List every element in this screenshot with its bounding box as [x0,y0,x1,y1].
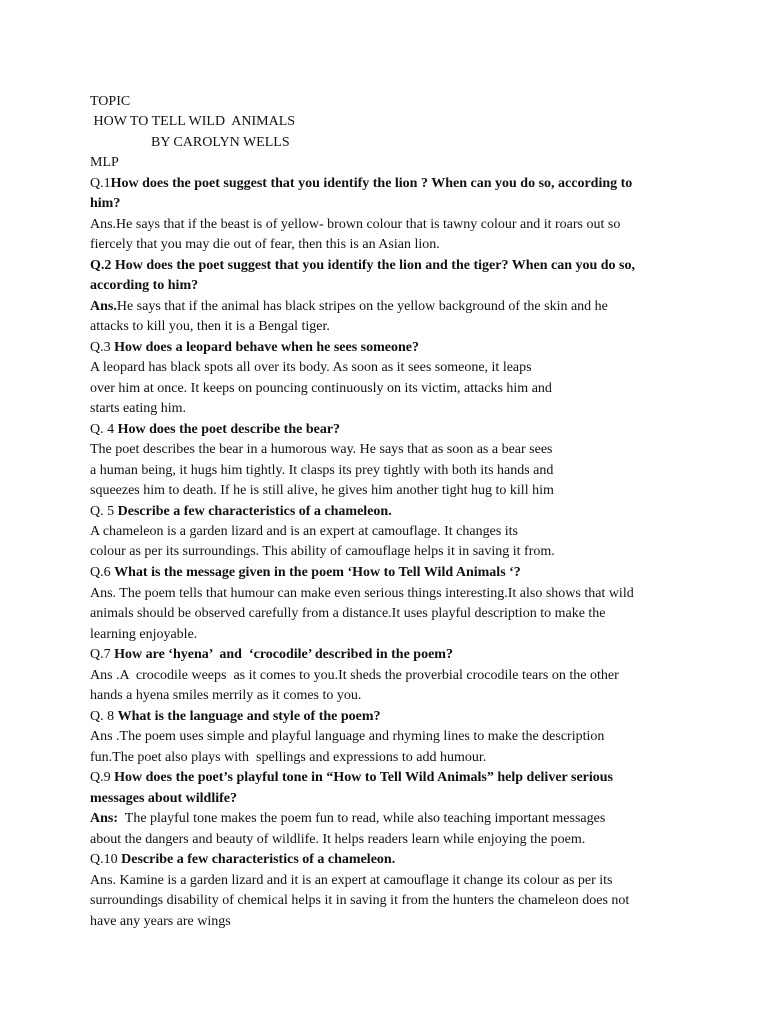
question-number: Q.7 [90,647,115,662]
answer-text: The playful tone makes the poem fun to read, while also teaching important messages [118,811,606,826]
question-text: What is the language and style of the poem? [117,709,381,724]
question-number: Q.6 [90,565,115,580]
answer-6: Ans. The poem tells that humour can make even serious things interesting.It also shows that wild [90,586,634,601]
poem-author: BY CAROLYN WELLS [151,135,290,150]
answer-text: surroundings disability of chemical helps it in saving it from the hunters the chameleon does not [90,893,630,908]
question-4 [90,420,340,440]
answer-text: about the dangers and beauty of wildlife. It helps readers learn while enjoying the poem. [90,832,586,847]
answer-1: Ans.He says that if the beast is of yellow- brown colour that is tawny colour and it roars out so [90,217,621,232]
question-text: according to him? [90,278,199,293]
answer-prefix: Ans: [90,811,119,826]
answer-text: animals should be observed carefully from a distance.It uses playful description to make the [90,606,606,621]
question-text: him? [90,196,121,211]
answer-text: fun.The poet also plays with spellings and expressions to add humour. [90,750,487,765]
poem-title: HOW TO TELL WILD ANIMALS [90,114,296,129]
question-number: Q. 5 [90,504,118,519]
answer-5: A chameleon is a garden lizard and is an expert at camouflage. It changes its [90,524,518,539]
question-3 [90,338,419,358]
question-text: How are ‘hyena’ and ‘crocodile’ described in the poem? [114,647,453,662]
question-number: Q. 4 [90,422,118,437]
answer-text: He says that if the animal has black stripes on the yellow background of the skin and he [116,299,608,314]
question-9 [90,768,613,788]
question-10 [90,850,395,870]
answer-text: colour as per its surroundings. This ability of camouflage helps it in saving it from. [90,544,555,559]
question-text: How does the poet describe the bear? [117,422,341,437]
answer-text: fiercely that you may die out of fear, then this is an Asian lion. [90,237,440,252]
question-text: What is the message given in the poem ‘How to Tell Wild Animals ‘? [114,565,521,580]
answer-text: have any years are wings [90,914,231,929]
question-6 [90,563,521,583]
answer-9 [90,809,605,829]
answer-4: The poet describes the bear in a humorous way. He says that as soon as a bear sees [90,442,553,457]
question-text: How does the poet suggest that you identify the lion ? When can you do so, according to [110,176,633,191]
question-number: Q.3 [90,340,115,355]
question-text: Describe a few characteristics of a chameleon. [121,852,396,867]
question-text: How does a leopard behave when he sees someone? [114,340,420,355]
question-number: Q.9 [90,770,115,785]
question-number: Q.1 [90,176,111,191]
answer-8: Ans .The poem uses simple and playful language and rhyming lines to make the description [90,729,605,744]
answer-text: attacks to kill you, then it is a Bengal tiger. [90,319,330,334]
mlp-label: MLP [90,155,119,170]
answer-text: over him at once. It keeps on pouncing continuously on its victim, attacks him and [90,381,552,396]
answer-7: Ans .A crocodile weeps as it comes to you.It sheds the proverbial crocodile tears on the other [90,668,619,683]
answer-3: A leopard has black spots all over its body. As soon as it sees someone, it leaps [90,360,532,375]
question-1 [90,174,632,194]
question-text: Describe a few characteristics of a chameleon. [117,504,392,519]
question-2: Q.2 How does the poet suggest that you identify the lion and the tiger? When can you do so, [90,258,636,273]
answer-prefix: Ans. [90,299,117,314]
question-number: Q.10 [90,852,122,867]
answer-10: Ans. Kamine is a garden lizard and it is an expert at camouflage it change its colour as per its [90,873,613,888]
answer-text: hands a hyena smiles merrily as it comes to you. [90,688,362,703]
answer-text: starts eating him. [90,401,187,416]
question-8 [90,707,381,727]
question-5 [90,502,392,522]
question-number: Q. 8 [90,709,118,724]
question-7 [90,645,453,665]
answer-text: squeezes him to death. If he is still alive, he gives him another tight hug to kill him [90,483,554,498]
answer-2 [90,297,608,317]
topic-label: TOPIC [90,94,131,109]
answer-text: learning enjoyable. [90,627,198,642]
question-text: How does the poet’s playful tone in “How to Tell Wild Animals” help deliver serious [114,770,613,785]
answer-text: a human being, it hugs him tightly. It clasps its prey tightly with both its hands and [90,463,554,478]
question-text: messages about wildlife? [90,791,237,806]
